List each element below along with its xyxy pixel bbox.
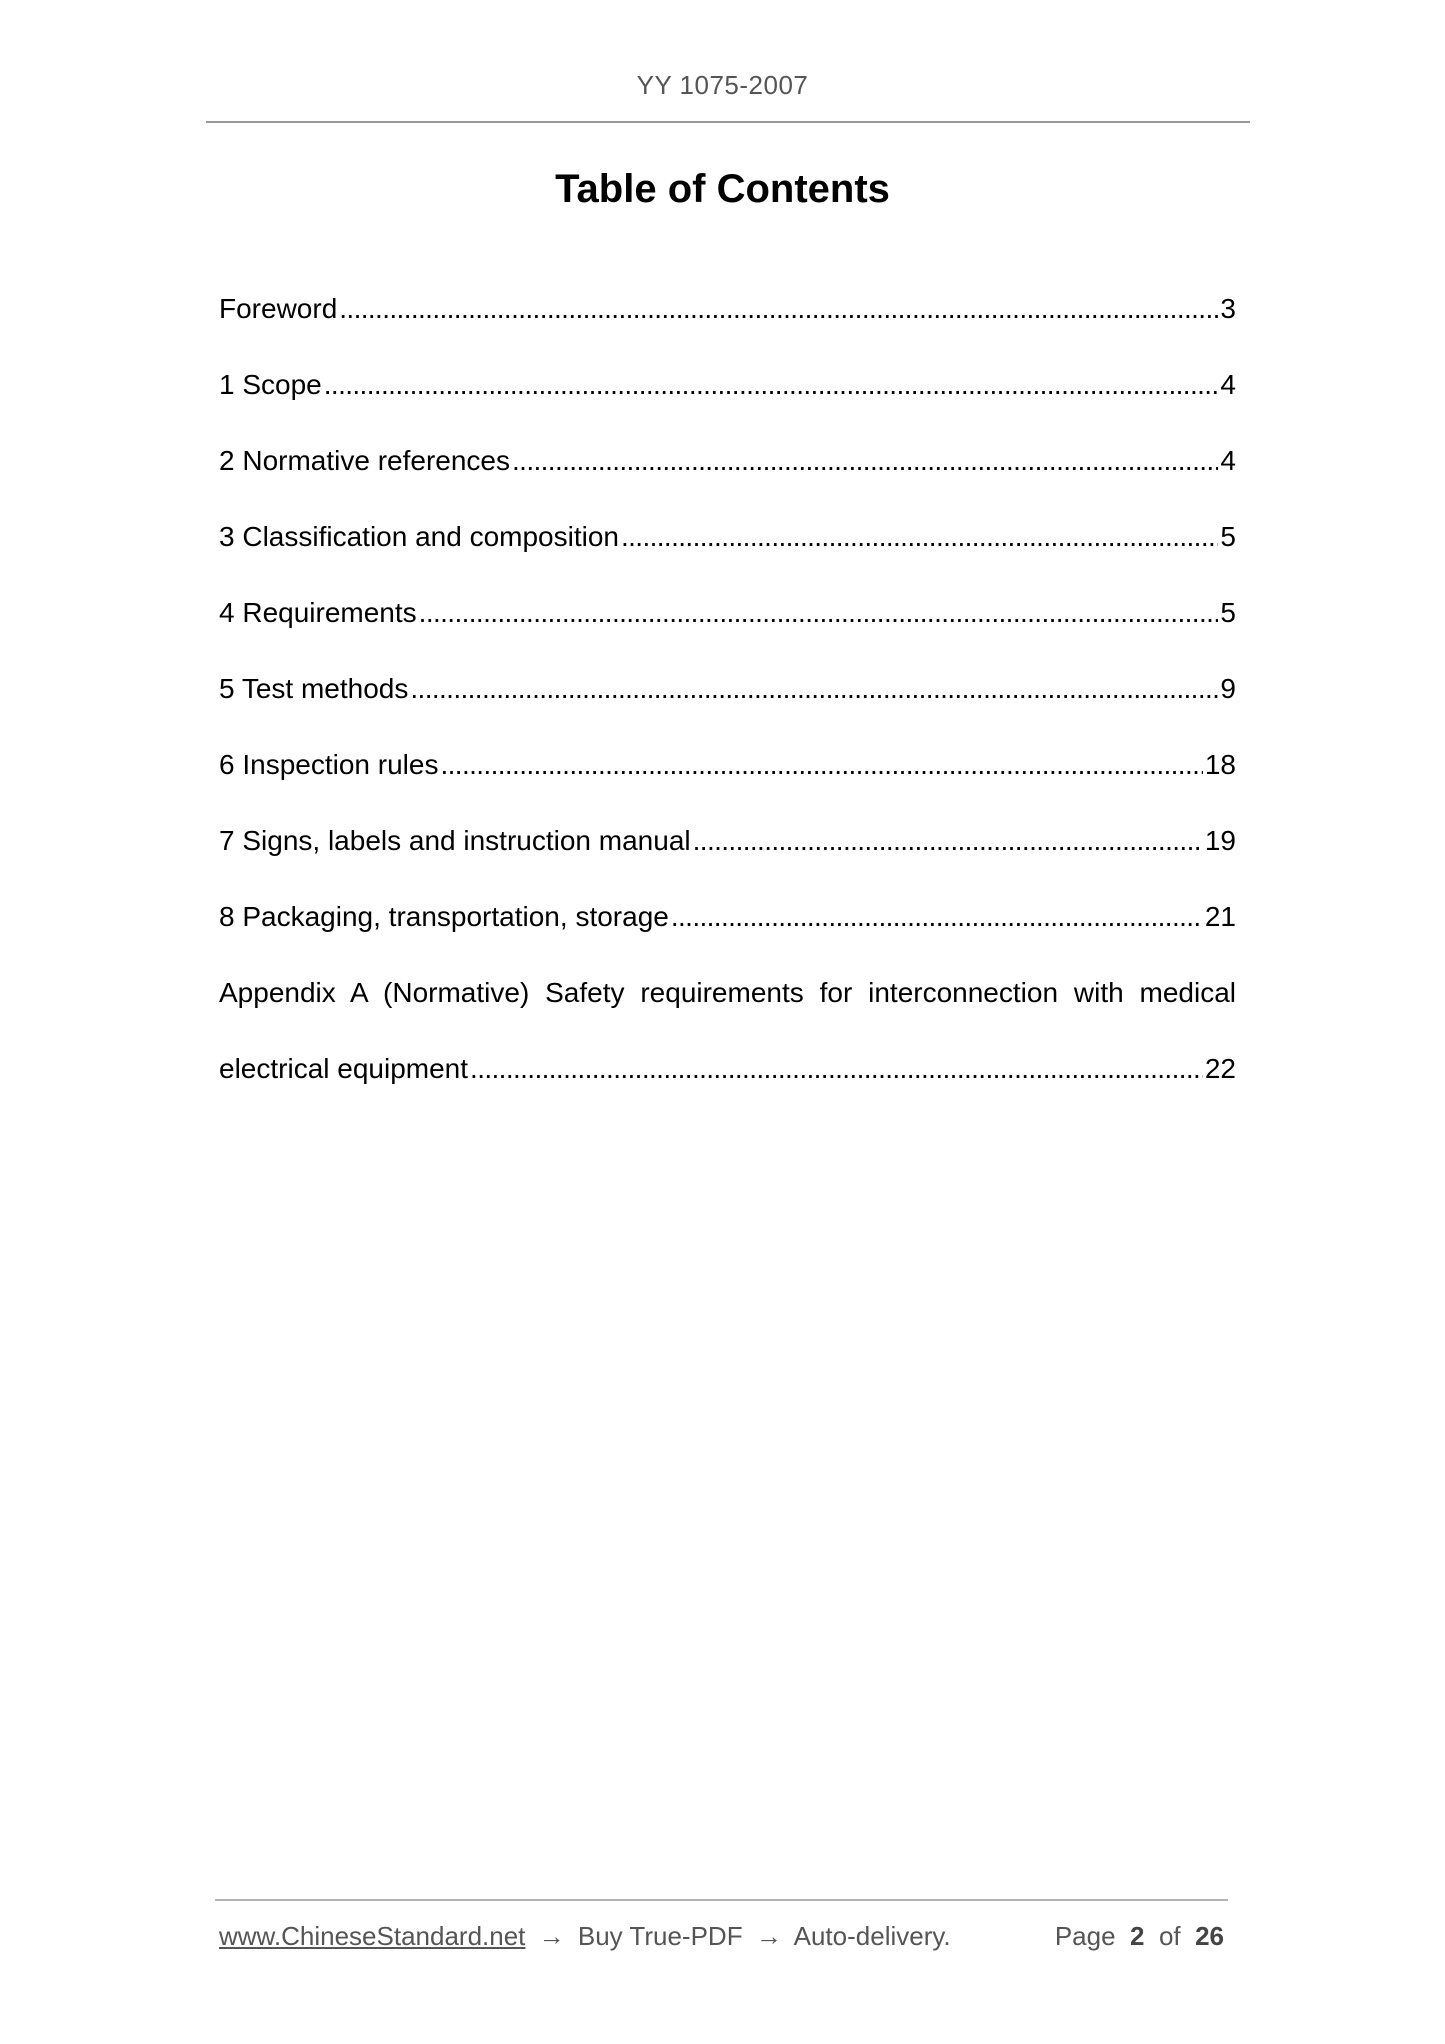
toc-entry-page: 5 (1220, 597, 1236, 628)
toc-entry-page: 21 (1204, 901, 1236, 932)
toc-entry-packaging[interactable] (219, 895, 1236, 971)
toc-entry-classification[interactable] (219, 515, 1236, 591)
website-link[interactable]: www.ChineseStandard.net (219, 1921, 526, 1951)
toc-entry-label: 8 Packaging, transportation, storage (219, 901, 669, 932)
toc-entry-label: 7 Signs, labels and instruction manual (219, 825, 691, 856)
auto-delivery-text: Auto-delivery. (793, 1921, 951, 1951)
toc-entry-scope[interactable] (219, 363, 1236, 439)
toc-entry-label: 1 Scope (219, 369, 322, 400)
toc-dot-leader (324, 363, 1219, 407)
footer-promo (219, 1921, 951, 1952)
toc-entry-label: electrical equipment (219, 1053, 469, 1084)
toc-entry-appendix-a[interactable] (219, 1047, 1236, 1123)
toc-dot-leader (410, 667, 1218, 711)
toc-dot-leader (621, 515, 1218, 559)
toc-entry-requirements[interactable] (219, 591, 1236, 667)
buy-pdf-text: Buy True-PDF (577, 1921, 743, 1951)
toc-entry-page: 19 (1204, 825, 1236, 856)
toc-entry-label: 6 Inspection rules (219, 749, 439, 780)
toc-dot-leader (470, 1047, 1203, 1091)
toc-entry-inspection-rules[interactable] (219, 743, 1236, 819)
table-of-contents (219, 287, 1236, 1123)
toc-entry-page: 4 (1220, 369, 1236, 400)
header-divider (206, 121, 1250, 123)
page-footer (219, 1921, 1224, 1952)
page-current: 2 (1130, 1921, 1145, 1951)
toc-entry-page: 5 (1220, 521, 1236, 552)
toc-entry-page: 4 (1220, 445, 1236, 476)
toc-dot-leader (671, 895, 1203, 939)
toc-entry-signs-labels[interactable] (219, 819, 1236, 895)
toc-entry-appendix-a-line1[interactable]: Appendix A (Normative) Safety requirements for interconnection with medical (219, 977, 1236, 1008)
toc-entry-test-methods[interactable] (219, 667, 1236, 743)
toc-entry-page: 22 (1204, 1053, 1236, 1084)
arrow-right-icon: → (755, 1921, 782, 1951)
toc-dot-leader (512, 439, 1218, 483)
toc-entry-page: 3 (1220, 293, 1236, 324)
toc-entry-foreword[interactable] (219, 287, 1236, 363)
toc-entry-page: 18 (1204, 749, 1236, 780)
toc-dot-leader (440, 743, 1202, 787)
toc-entry-label: 4 Requirements (219, 597, 417, 628)
page-number (1055, 1921, 1224, 1952)
footer-divider (215, 1899, 1228, 1901)
toc-dot-leader (693, 819, 1203, 863)
toc-dot-leader (339, 287, 1218, 331)
page-word: Page (1054, 1921, 1116, 1951)
arrow-right-icon: → (538, 1921, 565, 1951)
page-total: 26 (1195, 1921, 1224, 1951)
toc-entry-label: 5 Test methods (219, 673, 409, 704)
toc-entry-page: 9 (1220, 673, 1236, 704)
toc-entry-label: 2 Normative references (219, 445, 511, 476)
toc-dot-leader (419, 591, 1219, 635)
toc-entry-label: 3 Classification and composition (219, 521, 619, 552)
page-title: Table of Contents (555, 167, 890, 211)
header-document-id: YY 1075-2007 (636, 70, 809, 100)
of-word: of (1158, 1921, 1181, 1951)
toc-entry-normative-references[interactable] (219, 439, 1236, 515)
toc-entry-label: Foreword (219, 293, 338, 324)
